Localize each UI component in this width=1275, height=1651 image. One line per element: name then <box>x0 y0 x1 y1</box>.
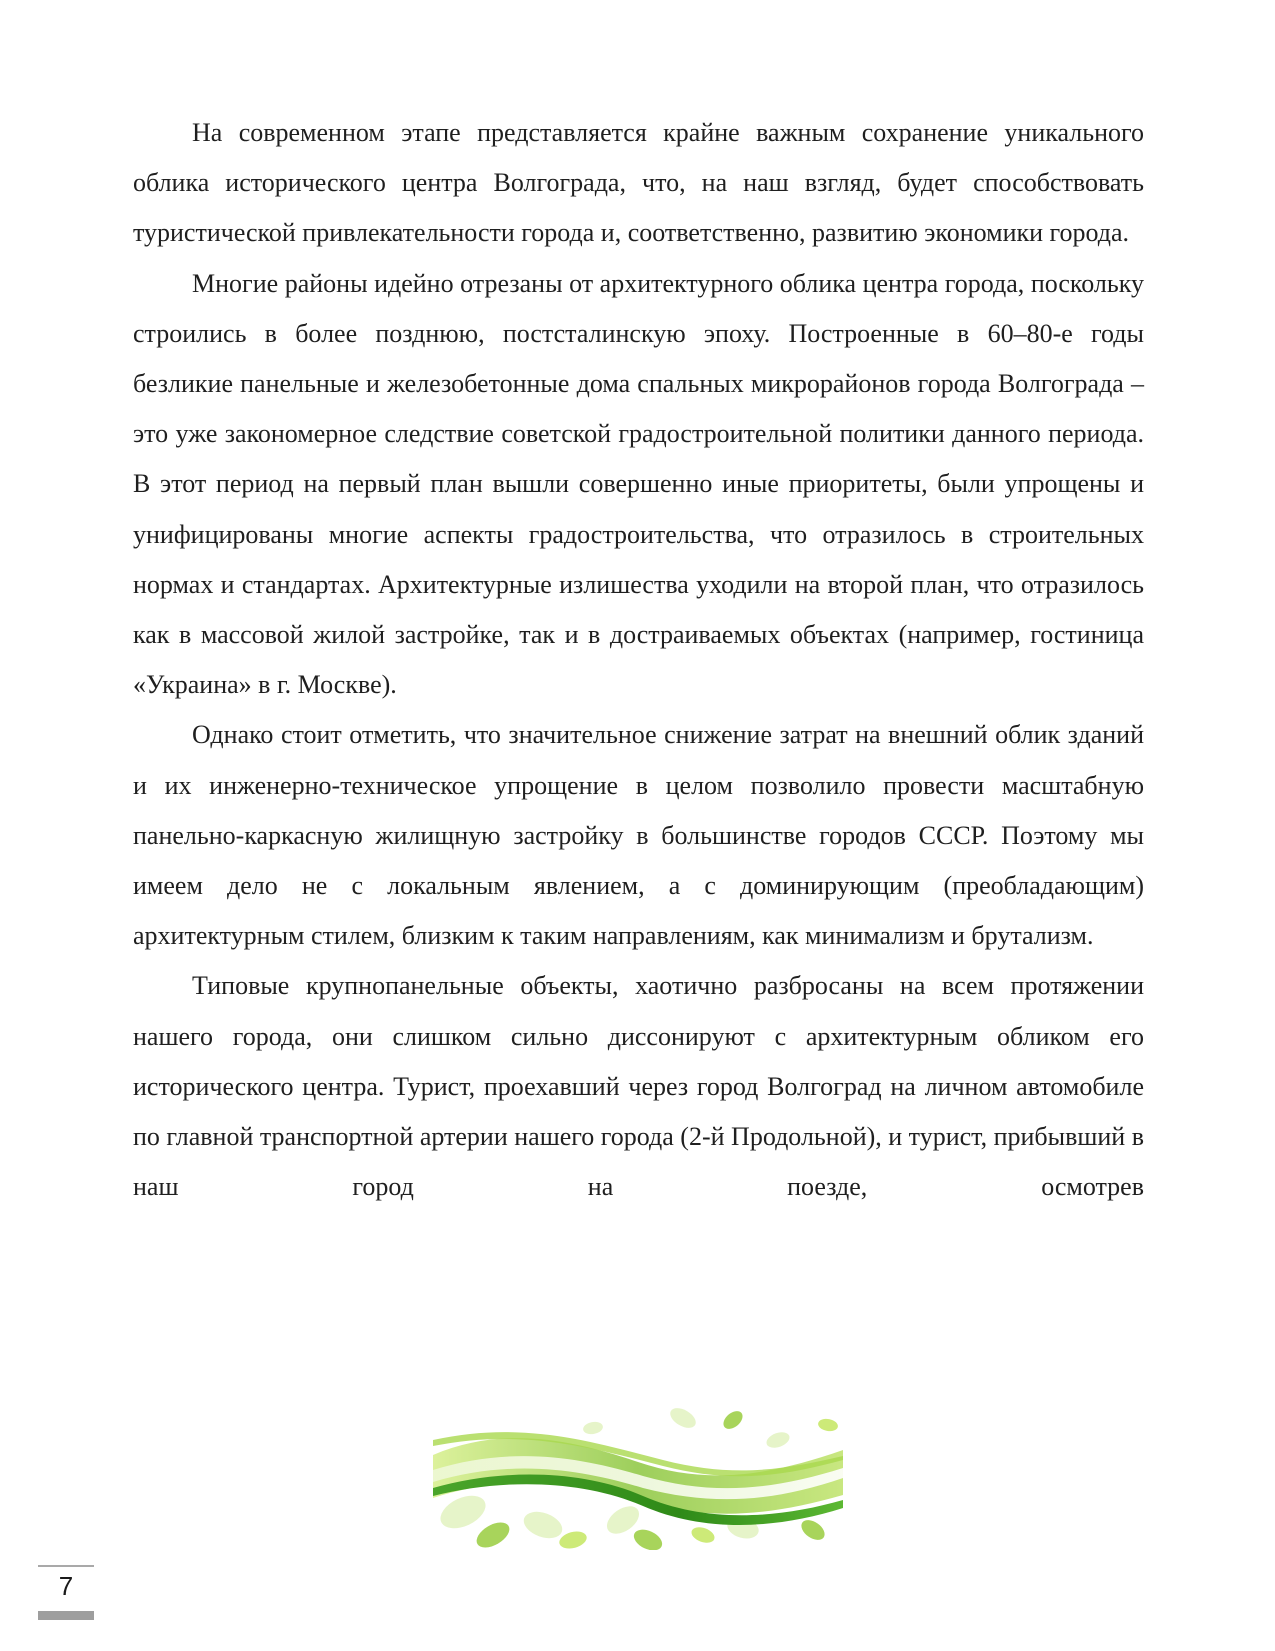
page-number-footer <box>38 1565 94 1621</box>
paragraph-2: Многие районы идейно отрезаны от архитектурного облика центра города, поскольку строились в более позднюю, постсталинскую эпоху. Построенные в 60–80-е годы безликие панельные и железобетонные дома спальных микрорайонов города Волгограда – это уже закономерное следствие советской градостроительной политики данного периода. В этот период на первый план вышли совершенно иные приоритеты, были упрощены и унифицированы многие аспекты градостроительства, что отразилось в строительных нормах и стандартах. Архитектурные излишества уходили на второй план, что отразилось как в массовой жилой застройке, так и в достраиваемых объектах (например, гостиница «Украина» в г. Москве). <box>133 268 1144 700</box>
page-number-divider <box>38 1565 94 1567</box>
paragraph-1: На современном этапе представляется крайне важным сохранение уникального облика исторического центра Волгограда, что, на наш взгляд, будет способствовать туристической привлекательности города и, соответственно, развитию экономики города. <box>133 118 1144 248</box>
body-text <box>133 108 1144 1212</box>
green-wave-leaves-ornament <box>433 1400 843 1550</box>
paragraph-4: Типовые крупнопанельные объекты, хаотично разбросаны на всем протяжении нашего города, они слишком сильно диссонируют с архитектурным обликом его исторического центра. Турист, проехавший через город Волгоград на личном автомобиле по главной транспортной артерии нашего города (2-й Продольной), и турист, прибывший в наш город на поезде, осмотрев <box>133 971 1144 1202</box>
paragraph-3: Однако стоит отметить, что значительное снижение затрат на внешний облик зданий и их инженерно-техническое упрощение в целом позволило провести масштабную панельно-каркасную жилищную застройку в большинстве городов СССР. Поэтому мы имеем дело не с локальным явлением, а с доминирующим (преобладающим) архитектурным стилем, близким к таким направлениям, как минимализм и брутализм. <box>133 720 1144 951</box>
page-number: 7 <box>58 1571 74 1601</box>
page-number-bar <box>38 1611 94 1620</box>
